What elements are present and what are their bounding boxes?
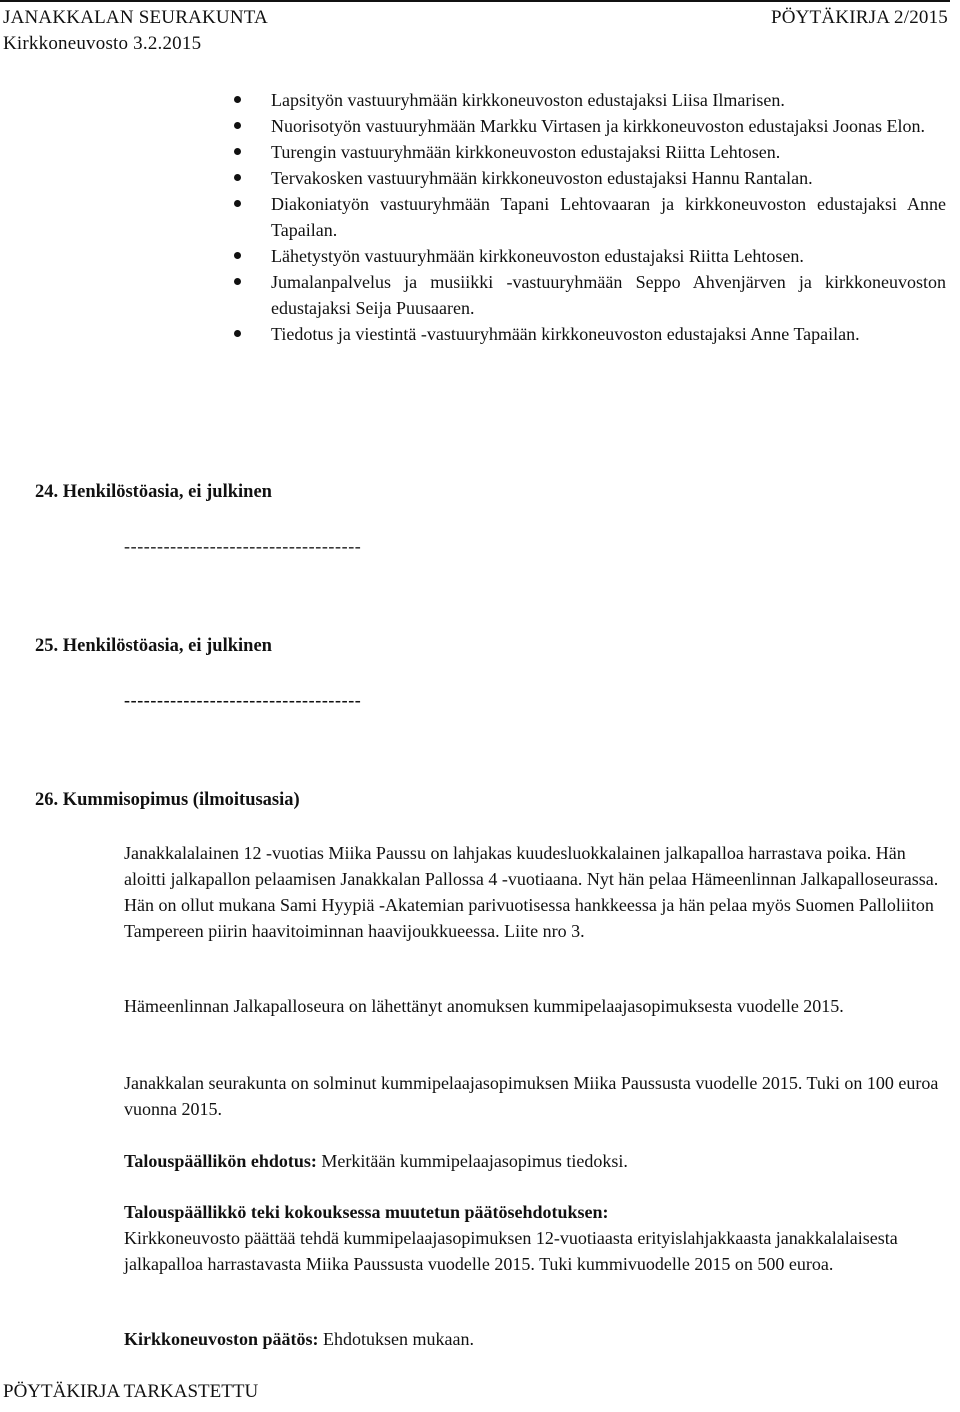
list-item: Diakoniatyön vastuuryhmään Tapani Lehtovaaran ja kirkkoneuvoston edustajaksi Anne Tapailan.	[234, 191, 946, 243]
paragraph: Janakkalan seurakunta on solminut kummipelaajasopimuksen Miika Paussusta vuodelle 2015. Tuki on 100 euroa vuonna 2015.	[124, 1073, 939, 1119]
section-24-heading: 24. Henkilöstöasia, ei julkinen	[35, 482, 272, 502]
proposal-text: Merkitään kummipelaajasopimus tiedoksi.	[321, 1151, 628, 1171]
amended-proposal	[124, 1199, 946, 1277]
list-item: Jumalanpalvelus ja musiikki -vastuuryhmään Seppo Ahvenjärven ja kirkkoneuvoston edustajaksi Seija Puusaaren.	[234, 269, 946, 321]
amended-proposal-text: Kirkkoneuvosto päättää tehdä kummipelaajasopimuksen 12-vuotiaasta erityislahjakkaasta janakkalalaisesta jalkapalloa harrastavasta Miika Paussusta vuodelle 2015. Tuki kummivuodelle 2015 on 500 euroa.	[124, 1228, 898, 1274]
paragraph: Janakkalalainen 12 -vuotias Miika Paussu on lahjakas kuudesluokkalainen jalkapalloa harrastava poika. Hän aloitti jalkapallon pelaamisen Janakkalan Pallossa 4 -vuotiaana. Nyt hän pelaa Hämeenlinnan Jalkapalloseurassa. Hän on ollut mukana Sami Hyypiä -Akatemian parivuotisessa hankkeessa ja hän pelaa myös Suomen Palloliiton Tampereen piirin haavitoiminnan haavijoukkueessa. Liite nro 3.	[124, 843, 939, 941]
section-26-application	[124, 993, 946, 1019]
list-item: Tervakosken vastuuryhmään kirkkoneuvoston edustajaksi Hannu Rantalan.	[234, 165, 946, 191]
page-footer: PÖYTÄKIRJA TARKASTETTU	[3, 1381, 259, 1402]
list-item: Nuorisotyön vastuuryhmään Markku Virtasen ja kirkkoneuvoston edustajaksi Joonas Elon.	[234, 113, 946, 139]
section-26-heading: 26. Kummisopimus (ilmoitusasia)	[35, 790, 300, 810]
section-25-separator: ------------------------------------	[124, 690, 362, 710]
list-item: Turengin vastuuryhmään kirkkoneuvoston edustajaksi Riitta Lehtosen.	[234, 139, 946, 165]
proposal	[124, 1148, 946, 1174]
proposal-label: Talouspäällikön ehdotus:	[124, 1151, 317, 1171]
section-24-separator: ------------------------------------	[124, 536, 362, 556]
document-title: PÖYTÄKIRJA 2/2015	[770, 7, 948, 28]
paragraph: Hämeenlinnan Jalkapalloseura on lähettänyt anomuksen kummipelaajasopimuksesta vuodelle 2015.	[124, 996, 844, 1016]
appointment-list	[234, 87, 946, 347]
section-25-heading: 25. Henkilöstöasia, ei julkinen	[35, 636, 272, 656]
meeting-body-date: Kirkkoneuvosto 3.2.2015	[3, 33, 202, 54]
header-rule	[0, 0, 950, 2]
section-26-contract	[124, 1070, 946, 1122]
list-item: Lapsityön vastuuryhmään kirkkoneuvoston edustajaksi Liisa Ilmarisen.	[234, 87, 946, 113]
organization-name: JANAKKALAN SEURAKUNTA	[3, 7, 268, 28]
header-row-1	[3, 7, 948, 29]
page-header	[0, 0, 960, 60]
section-26-body	[124, 840, 946, 944]
decision	[124, 1326, 946, 1352]
header-row-2	[3, 33, 948, 55]
decision-label: Kirkkoneuvoston päätös:	[124, 1329, 319, 1349]
amended-proposal-label: Talouspäällikkö teki kokouksessa muutetun päätösehdotuksen:	[124, 1202, 609, 1222]
list-item: Tiedotus ja viestintä -vastuuryhmään kirkkoneuvoston edustajaksi Anne Tapailan.	[234, 321, 946, 347]
decision-text: Ehdotuksen mukaan.	[323, 1329, 475, 1349]
list-item: Lähetystyön vastuuryhmään kirkkoneuvoston edustajaksi Riitta Lehtosen.	[234, 243, 946, 269]
